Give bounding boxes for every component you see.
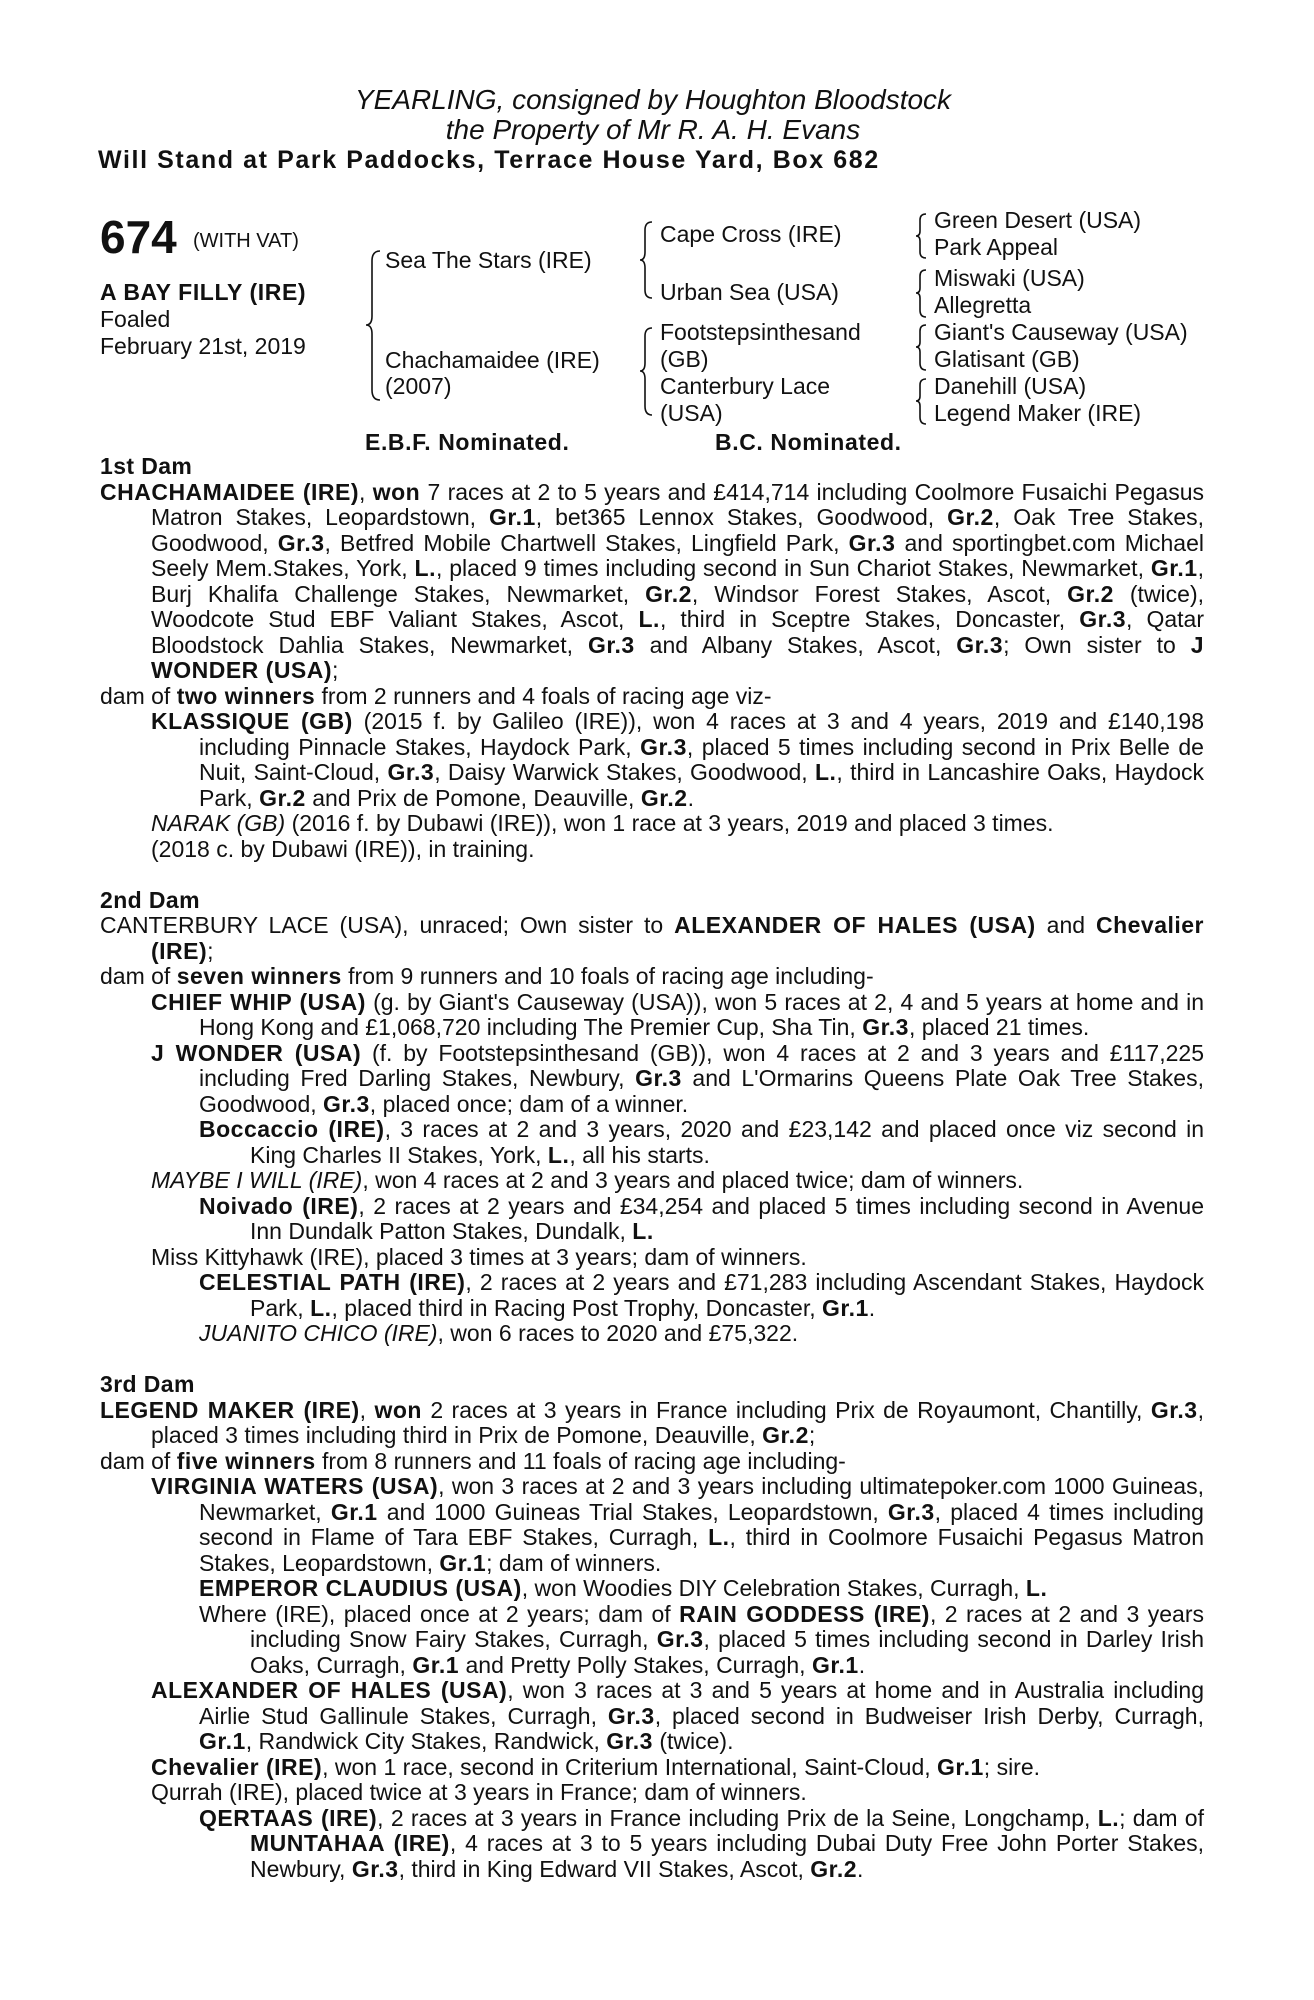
text: CANTERBURY LACE (USA), unraced; Own sister to — [100, 912, 675, 938]
grandparent: Danehill (USA) — [934, 373, 1087, 399]
text: dam of — [100, 963, 177, 989]
bold-text: Gr.3 — [862, 1014, 909, 1040]
text: ; — [332, 657, 339, 683]
text: , Qatar Bloodstock Dahlia Stakes, Newmarket, — [151, 606, 1204, 658]
brace-sire-parents — [640, 222, 652, 298]
dam-section-heading: 2nd Dam — [100, 886, 200, 913]
brace-dam-parents — [640, 328, 652, 415]
text: , Burj Khalifa Challenge Stakes, Newmarket, — [151, 555, 1204, 607]
bold-text: Gr.1 — [1150, 555, 1198, 581]
bold-text: won — [372, 478, 421, 505]
sire: Sea The Stars (IRE) — [385, 247, 592, 273]
brace-sire-dam — [366, 251, 380, 400]
text: (2016 f. by Dubawi (IRE)), won 1 race at 3 years, 2019 and placed 3 times. — [285, 810, 1054, 836]
text: , 2 races at 3 years in France including Prix de la Seine, Longchamp, — [377, 1804, 1098, 1831]
text: (g. by Giant's Causeway (USA)), won 5 races at 2, 4 and 5 years at home and in Hong Kong and £1,068,720 including The Premier Cup, Sha Tin, — [199, 988, 1204, 1040]
bold-text: RAIN GODDESS (IRE) — [679, 1600, 930, 1627]
pedigree-entry — [100, 1780, 1204, 1806]
dam-section-heading: 3rd Dam — [100, 1371, 195, 1397]
pedigree-entry — [100, 1321, 1204, 1347]
bold-text: L. — [638, 606, 660, 632]
bold-text: seven winners — [176, 963, 342, 989]
text: , — [359, 478, 373, 505]
text: , third in Lancashire Oaks, Haydock Park, — [199, 759, 1204, 811]
bold-text: Gr.3 — [277, 529, 325, 556]
bold-text: CHACHAMAIDEE (IRE) — [100, 478, 360, 505]
text: and sportingbet.com Michael Seely Mem.Stakes, York, — [151, 529, 1205, 581]
bold-text: VIRGINIA WATERS (USA) — [151, 1473, 439, 1499]
text: ; sire. — [983, 1753, 1041, 1780]
pedigree-entry — [100, 709, 1204, 811]
bold-text: Gr.3 — [848, 529, 896, 556]
text: , third in Sceptre Stakes, Doncaster, — [659, 606, 1080, 632]
text: dam of — [100, 682, 177, 709]
italic-text: MAYBE I WILL (IRE) — [151, 1167, 363, 1193]
bold-text: LEGEND MAKER (IRE) — [100, 1396, 360, 1423]
dam-section-heading: 1st Dam — [100, 453, 193, 479]
italic-text: JUANITO CHICO (IRE) — [199, 1320, 438, 1346]
text: and Prix de Pomone, Deauville, — [305, 784, 641, 811]
pedigree-entry — [100, 1041, 1204, 1118]
grandparent: Giant's Causeway (USA) — [934, 319, 1188, 345]
grandparent: Green Desert (USA) — [934, 207, 1142, 233]
bold-text: L. — [814, 759, 837, 785]
bold-text: L. — [547, 1141, 570, 1168]
brace-g1 — [916, 214, 926, 258]
italic-text: NARAK (GB) — [151, 810, 286, 836]
bold-text: Gr.2 — [1067, 580, 1114, 607]
foaled-label: Foaled — [100, 306, 171, 332]
text: from 8 runners and 11 foals of racing age including- — [315, 1447, 846, 1474]
text: dam of — [100, 1447, 177, 1474]
text: , won 4 races at 2 and 3 years and placed twice; dam of winners. — [362, 1167, 1024, 1193]
bold-text: Gr.2 — [810, 1855, 858, 1882]
text: (twice), Woodcote Stud EBF Valiant Stakes, Ascot, — [151, 580, 1205, 632]
text: , all his starts. — [569, 1141, 710, 1168]
bold-text: Gr.1 — [937, 1753, 984, 1780]
text: , won 6 races to 2020 and £75,322. — [437, 1320, 799, 1346]
bold-text: Gr.3 — [606, 1728, 653, 1754]
text: , bet365 Lennox Stakes, Goodwood, — [535, 504, 948, 530]
vat-note: (WITH VAT) — [193, 230, 299, 252]
text: and — [1035, 912, 1096, 938]
bold-text: J WONDER (USA) — [151, 631, 1205, 683]
bold-text: Gr.2 — [762, 1422, 809, 1448]
text: , 2 races at 2 and 3 years including Snow Fairy Stakes, Curragh, — [250, 1600, 1204, 1652]
pedigree-entry — [100, 837, 1204, 863]
text: . — [687, 784, 694, 811]
consignor-line: YEARLING, consigned by Houghton Bloodstock — [354, 84, 952, 115]
text: ; dam of winners. — [486, 1549, 662, 1576]
bold-text: Gr.2 — [645, 580, 692, 607]
bold-text: Gr.3 — [1150, 1396, 1198, 1423]
text: 7 races at 2 to 5 years and £414,714 including Coolmore Fusaichi Pegasus Matron Stakes, Leopardstown, — [151, 478, 1204, 530]
pedigree-entry — [100, 480, 1204, 684]
pedigree-entry — [100, 1678, 1204, 1755]
text: , third in Coolmore Fusaichi Pegasus Matron Stakes, Leopardstown, — [199, 1524, 1204, 1576]
bold-text: MUNTAHAA (IRE) — [250, 1830, 450, 1856]
bold-text: Gr.2 — [947, 504, 994, 530]
bold-text: Gr.3 — [635, 1065, 682, 1091]
foaled-date: February 21st, 2019 — [100, 333, 306, 359]
grandparent: Park Appeal — [934, 234, 1059, 260]
bold-text: J WONDER (USA) — [151, 1039, 362, 1066]
bold-text: won — [374, 1396, 422, 1423]
text: from 9 runners and 10 foals of racing age including- — [341, 963, 874, 989]
bold-text: L. — [708, 1524, 730, 1550]
text: and Albany Stakes, Ascot, — [634, 631, 957, 658]
text: , third in King Edward VII Stakes, Ascot, — [398, 1855, 811, 1882]
pedigree-entry — [100, 1449, 1204, 1475]
text: , Daisy Warwick Stakes, Goodwood, — [434, 759, 815, 785]
bold-text: EMPEROR CLAUDIUS (USA) — [199, 1575, 522, 1601]
pedigree-entry — [100, 1194, 1204, 1245]
text: (2015 f. by Galileo (IRE)), won 4 races at 3 and 4 years, 2019 and £140,198 including Pinnacle Stakes, Haydock Park, — [199, 708, 1204, 760]
text: , Oak Tree Stakes, Goodwood, — [151, 504, 1205, 556]
text: , Windsor Forest Stakes, Ascot, — [691, 580, 1068, 607]
dam-dam: Canterbury Lace — [660, 373, 831, 399]
pedigree-entry — [100, 684, 1204, 710]
text: , Randwick City Stakes, Randwick, — [245, 1728, 607, 1754]
text: ; dam of — [1119, 1804, 1204, 1831]
text: (2018 c. by Dubawi (IRE)), in training. — [151, 835, 535, 862]
dam-sire-country: (GB) — [660, 346, 709, 372]
pedigree-entry — [100, 1806, 1204, 1883]
text: , — [359, 1396, 375, 1423]
brace-g4 — [916, 379, 926, 424]
bold-text: L. — [1025, 1575, 1048, 1601]
bold-text: Gr.1 — [822, 1294, 869, 1321]
text: , placed 21 times. — [908, 1014, 1090, 1040]
bold-text: CELESTIAL PATH (IRE) — [199, 1269, 466, 1295]
bold-text: Gr.3 — [351, 1855, 399, 1882]
sire-sire: Cape Cross (IRE) — [660, 221, 842, 247]
bold-text: Gr.3 — [607, 1702, 655, 1729]
text: ; — [207, 937, 214, 964]
bold-text: Gr.1 — [489, 504, 536, 530]
bc-nominated: B.C. Nominated. — [715, 429, 902, 455]
bold-text: Gr.3 — [323, 1090, 370, 1117]
text: and L'Ormarins Queens Plate Oak Tree Stakes, Goodwood, — [199, 1065, 1204, 1117]
sire-dam: Urban Sea (USA) — [660, 279, 839, 305]
pedigree-entry — [100, 1245, 1204, 1271]
text: , placed 3 times including third in Prix de Pomone, Deauville, — [151, 1396, 1204, 1448]
bold-text: Gr.3 — [956, 631, 1004, 658]
pedigree-entry — [100, 1398, 1204, 1449]
pedigree-entry — [100, 1270, 1204, 1321]
bold-text: Gr.1 — [811, 1651, 859, 1678]
text: (f. by Footstepsinthesand (GB)), won 4 races at 2 and 3 years and £117,225 including Fred Darling Stakes, Newbury, — [199, 1039, 1204, 1091]
text: , placed 5 times including second in Prix Belle de Nuit, Saint-Cloud, — [199, 733, 1204, 785]
bold-text: two winners — [176, 682, 316, 709]
bold-text: L. — [310, 1294, 332, 1321]
text: , placed 9 times including second in Sun Chariot Stakes, Newmarket, — [435, 555, 1151, 581]
text: (twice). — [652, 1728, 734, 1754]
bold-text: CHIEF WHIP (USA) — [151, 988, 366, 1015]
grandparent: Legend Maker (IRE) — [934, 400, 1142, 426]
text: from 2 runners and 4 foals of racing age viz- — [315, 682, 772, 709]
text: , placed second in Budweiser Irish Derby, Curragh, — [654, 1702, 1204, 1729]
bold-text: Gr.2 — [259, 784, 306, 811]
grandparent: Glatisant (GB) — [934, 346, 1080, 372]
bold-text: Gr.3 — [387, 759, 435, 785]
pedigree-entry — [100, 1474, 1204, 1576]
bold-text: Gr.1 — [412, 1651, 460, 1678]
pedigree-entry — [100, 1755, 1204, 1781]
bold-text: Boccaccio (IRE) — [199, 1116, 385, 1142]
text: , placed 5 times including second in Darley Irish Oaks, Curragh, — [250, 1626, 1204, 1678]
text: Qurrah (IRE), placed twice at 3 years in France; dam of winners. — [151, 1779, 807, 1805]
produce-record — [100, 454, 1204, 1882]
stand-location: Will Stand at Park Paddocks, Terrace House Yard, Box 682 — [98, 146, 880, 174]
bold-text: Gr.1 — [439, 1549, 487, 1576]
property-line: the Property of Mr R. A. H. Evans — [445, 114, 861, 145]
bold-text: Gr.1 — [330, 1498, 378, 1525]
pedigree-entry — [100, 1576, 1204, 1602]
text: . — [868, 1294, 876, 1321]
bold-text: Gr.3 — [587, 631, 635, 658]
text: , 2 races at 2 years and £34,254 and placed 5 times including second in Avenue Inn Dundalk Patton Stakes, Dundalk, — [250, 1192, 1205, 1244]
lot-number: 674 — [100, 211, 177, 263]
bold-text: Noivado (IRE) — [199, 1192, 359, 1219]
bold-text: L. — [632, 1218, 654, 1244]
bold-text: Gr.1 — [199, 1728, 246, 1754]
text: 2 races at 3 years in France including Prix de Royaumont, Chantilly, — [421, 1396, 1151, 1423]
bold-text: Gr.2 — [640, 784, 688, 811]
text: , won Woodies DIY Celebration Stakes, Curragh, — [521, 1575, 1026, 1601]
bold-text: L. — [1097, 1804, 1120, 1831]
text: , Betfred Mobile Chartwell Stakes, Lingfield Park, — [324, 529, 849, 556]
bold-text: KLASSIQUE (GB) — [151, 708, 353, 734]
brace-g3 — [916, 325, 926, 370]
text: . — [857, 1855, 864, 1882]
text: , 4 races at 3 to 5 years including Dubai Duty Free John Porter Stakes, Newbury, — [250, 1830, 1205, 1882]
bold-text: five winners — [176, 1447, 316, 1474]
text: Miss Kittyhawk (IRE), placed 3 times at 3 years; dam of winners. — [151, 1243, 807, 1270]
text: ; — [808, 1422, 816, 1448]
bold-text: Gr.3 — [1079, 606, 1127, 632]
text: , won 3 races at 3 and 5 years at home and in Australia including Airlie Stud Gallinule Stakes, Curragh, — [199, 1677, 1204, 1729]
pedigree-entry — [100, 964, 1204, 990]
pedigree-entry — [100, 1168, 1204, 1194]
lot-name: A BAY FILLY (IRE) — [100, 279, 307, 305]
text: , won 3 races at 2 and 3 years including ultimatepoker.com 1000 Guineas, Newmarket, — [199, 1473, 1204, 1525]
text: . — [858, 1651, 866, 1678]
bold-text: ALEXANDER OF HALES (USA) — [151, 1677, 508, 1703]
pedigree-entry — [100, 913, 1204, 964]
pedigree-entry — [100, 1602, 1204, 1679]
brace-g2 — [916, 270, 926, 317]
text: , placed 4 times including second in Flame of Tara EBF Stakes, Curragh, — [199, 1498, 1204, 1550]
dam-sire: Footstepsinthesand — [660, 319, 861, 345]
pedigree-entry — [100, 990, 1204, 1041]
bold-text: Chevalier (IRE) — [151, 1753, 323, 1780]
text: , placed once; dam of a winner. — [369, 1090, 689, 1117]
grandparent: Allegretta — [934, 292, 1032, 318]
pedigree-entry — [100, 811, 1204, 837]
text: , won 1 race, second in Criterium International, Saint-Cloud, — [322, 1753, 938, 1780]
bold-text: ALEXANDER OF HALES (USA) — [674, 912, 1036, 938]
dam-year: (2007) — [385, 373, 452, 399]
text: , 2 races at 2 years and £71,283 including Ascendant Stakes, Haydock Park, — [250, 1269, 1205, 1321]
bold-text: Gr.3 — [887, 1498, 935, 1525]
ebf-nominated: E.B.F. Nominated. — [365, 429, 570, 455]
bold-text: Gr.3 — [640, 733, 687, 760]
text: and 1000 Guineas Trial Stakes, Leopardstown, — [377, 1498, 888, 1525]
text: Where (IRE), placed once at 2 years; dam of — [199, 1600, 680, 1627]
bold-text: Chevalier (IRE) — [151, 912, 1205, 964]
text: ; Own sister to — [1003, 631, 1191, 658]
bold-text: L. — [414, 555, 436, 581]
bold-text: Gr.3 — [656, 1626, 704, 1652]
dam-dam-country: (USA) — [660, 400, 723, 426]
text: , 3 races at 2 and 3 years, 2020 and £23,142 and placed once viz second in King Charles II Stakes, York, — [250, 1116, 1204, 1168]
bold-text: QERTAAS (IRE) — [199, 1804, 378, 1831]
text: and Pretty Polly Stakes, Curragh, — [459, 1651, 812, 1678]
pedigree-entry — [100, 1117, 1204, 1168]
dam: Chachamaidee (IRE) — [385, 347, 600, 373]
text: , placed third in Racing Post Trophy, Doncaster, — [331, 1294, 823, 1321]
grandparent: Miswaki (USA) — [934, 265, 1085, 291]
